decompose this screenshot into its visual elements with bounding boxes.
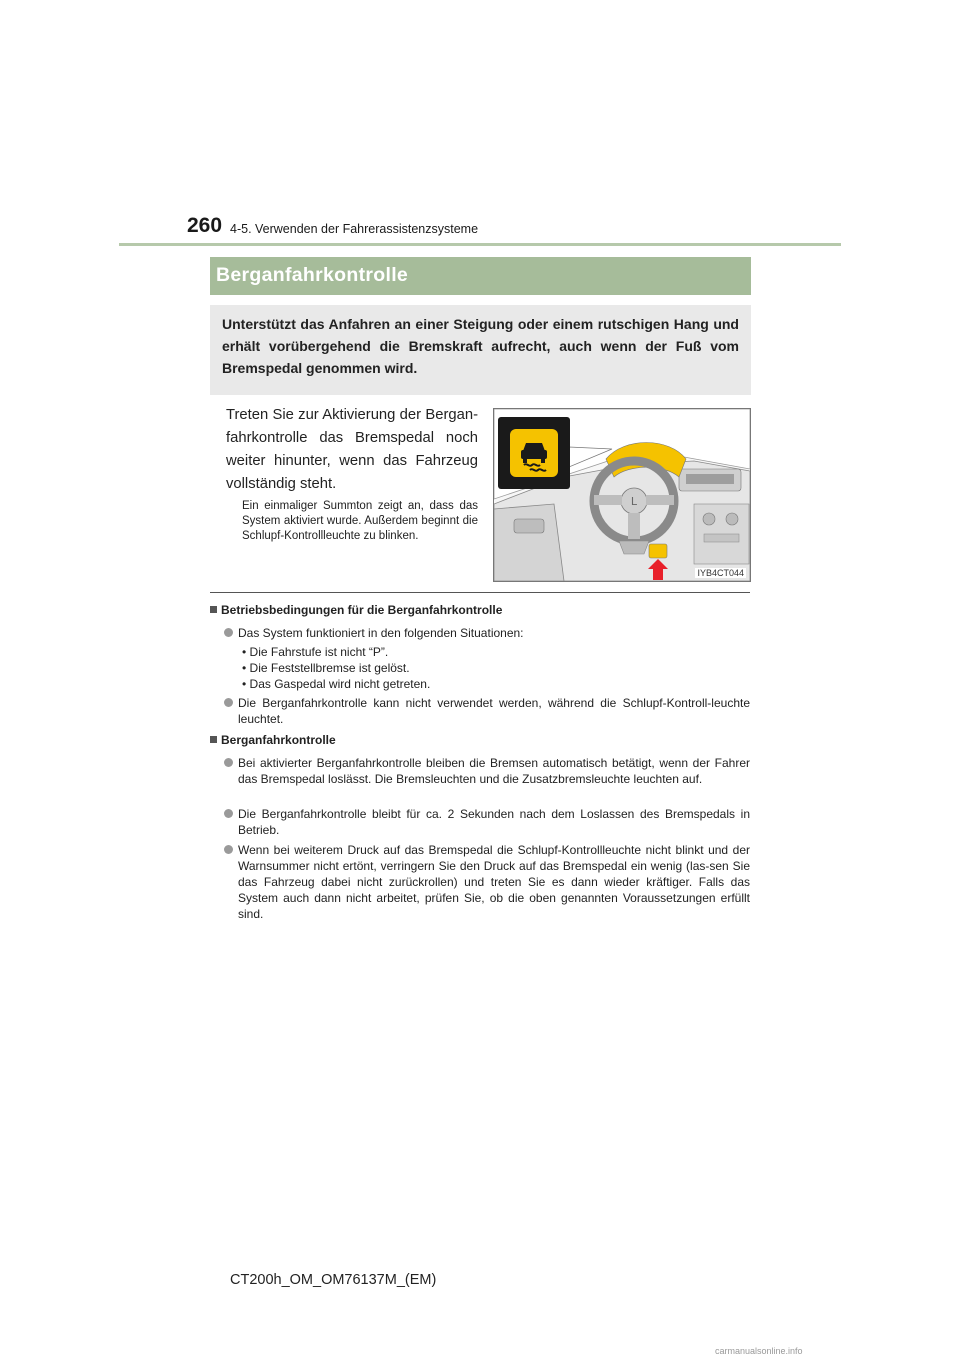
sub-item: • Das Gaspedal wird nicht getreten. xyxy=(242,677,431,691)
document-code: CT200h_OM_OM76137M_(EM) xyxy=(230,1272,437,1288)
indicator-panel xyxy=(498,417,570,489)
section-divider xyxy=(210,592,750,593)
circle-bullet-icon xyxy=(224,809,233,818)
square-bullet-icon xyxy=(210,736,217,743)
detail-heading: Betriebsbedingungen für die Berganfahrkontrolle xyxy=(210,602,502,618)
intro-box: Unterstützt das Anfahren an einer Steigung oder einem rutschigen Hang und erhält vorübergehend die Bremskraft aufrecht, auch wenn der Fuß vom Bremspedal genommen wird. xyxy=(210,305,751,395)
circle-bullet-icon xyxy=(224,845,233,854)
chapter-title: 4-5. Verwenden der Fahrerassistenzsysteme xyxy=(230,222,479,236)
figure-code: IYB4CT044 xyxy=(697,568,744,578)
main-instruction: Treten Sie zur Aktivierung der Bergan-fahrkontrolle das Bremspedal noch weiter hinunter, wenn das Fahrzeug vollständig steht. xyxy=(226,407,478,492)
dashboard-illustration xyxy=(493,408,751,582)
circle-bullet-icon xyxy=(224,698,233,707)
list-item: Das System funktioniert in den folgenden Situationen: xyxy=(225,625,750,641)
circle-bullet-icon xyxy=(224,758,233,767)
header-rule xyxy=(119,243,841,246)
svg-text:L: L xyxy=(630,495,638,508)
square-bullet-icon xyxy=(210,606,217,613)
sub-item: • Die Fahrstufe ist nicht “P”. xyxy=(242,645,389,659)
list-item: Bei aktivierter Berganfahrkontrolle bleiben die Bremsen automatisch betätigt, wenn der Fahrer das Bremspedal loslässt. Die Bremsleuchten und die Zusatzbremsleuchte leuchten auf. xyxy=(225,755,750,787)
detail-heading: Berganfahrkontrolle xyxy=(210,732,336,748)
list-item: Die Berganfahrkontrolle kann nicht verwendet werden, während die Schlupf-Kontroll-leuchte leuchtet. xyxy=(225,695,750,727)
list-item: Wenn bei weiterem Druck auf das Bremspedal die Schlupf-Kontrollleuchte nicht blinkt und der Warnsummer nicht ertönt, verringern Sie den Druck auf das Bremspedal ein wenig (las-sen Sie das Fahrzeug dabei nicht zurückrollen) und treten Sie es dann wieder kräftiger. Falls das System auch dann nicht arbeitet, prüfen Sie, ob die oben genannten Voraussetzungen erfüllt sind. xyxy=(225,842,750,922)
section-title-bar xyxy=(210,257,751,295)
slip-indicator-icon xyxy=(510,429,558,477)
page-number: 260 xyxy=(187,214,223,237)
watermark: carmanualsonline.info xyxy=(715,1346,803,1356)
circle-bullet-icon xyxy=(224,628,233,637)
list-item: Die Berganfahrkontrolle bleibt für ca. 2 Sekunden nach dem Loslassen des Bremspedals in Betrieb. xyxy=(225,806,750,838)
main-note: Ein einmaliger Summton zeigt an, dass das System aktiviert wurde. Außerdem beginnt die Schlupf-Kontrollleuchte zu blinken. xyxy=(242,500,478,542)
section-title: Berganfahrkontrolle xyxy=(216,264,409,286)
sub-item: • Die Feststellbremse ist gelöst. xyxy=(242,661,410,675)
